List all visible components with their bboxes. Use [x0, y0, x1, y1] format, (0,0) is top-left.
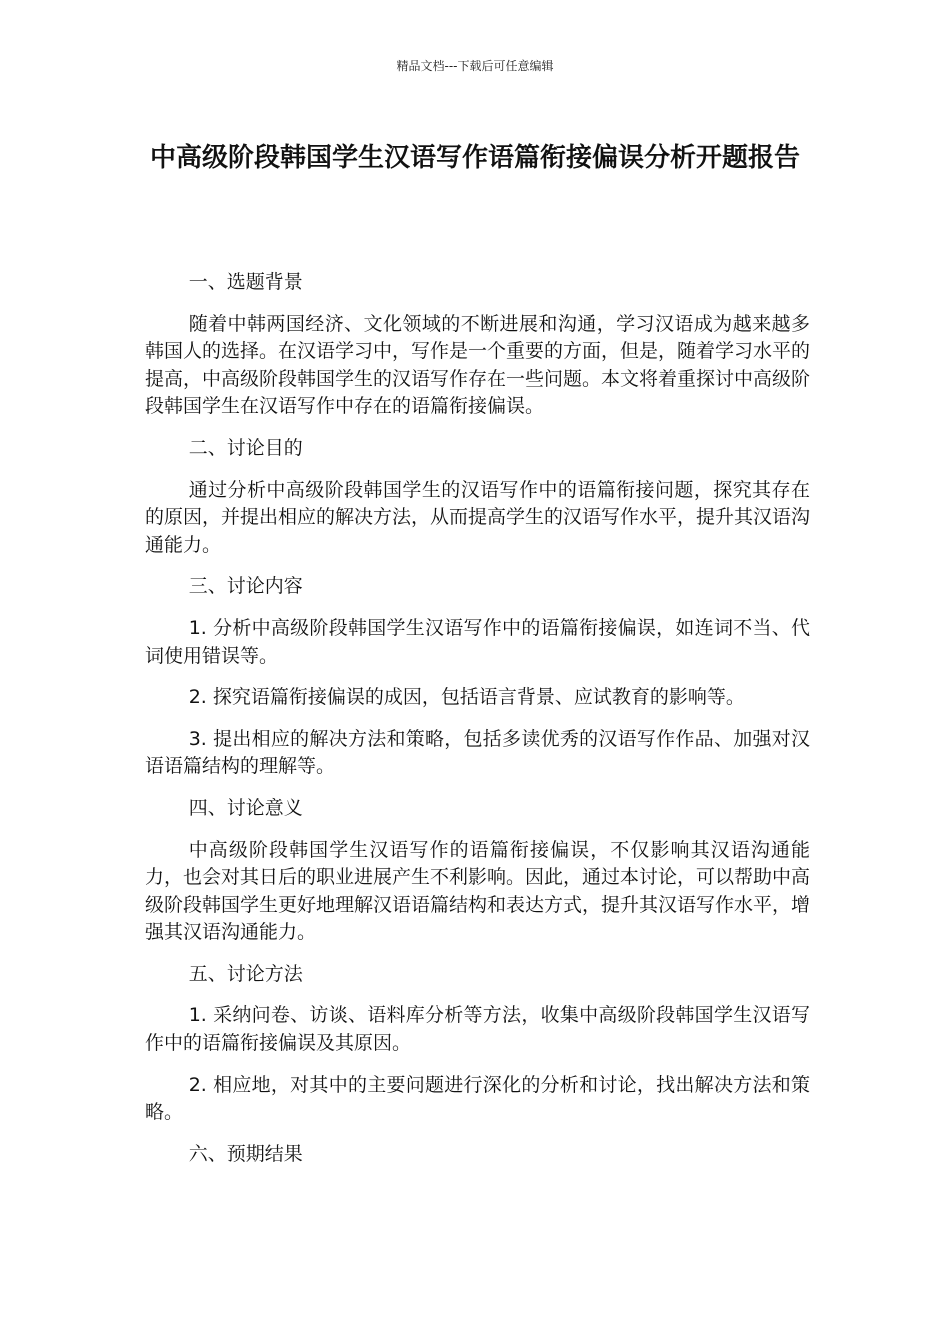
section-heading-background: 一、选题背景 — [188, 271, 303, 293]
section-paragraph: 随着中韩两国经济、文化领域的不断进展和沟通，学习汉语成为越来越多韩国人的选择。在汉语学习中，写作是一个重要的方面，但是，随着学习水平的提高，中高级阶段韩国学生的汉语写作存在一些问题。本文将着重探讨中高级阶段韩国学生在汉语写作中存在的语篇衔接偏误。 — [145, 312, 811, 418]
section-heading-expected-results: 六、预期结果 — [188, 1142, 303, 1165]
document-body — [145, 269, 810, 1182]
list-item: 3. 提出相应的解决方法和策略，包括多读优秀的汉语写作作品、加强对汉语语篇结构的理解等。 — [145, 727, 810, 778]
header-note: 精品文档---下载后可任意编辑 — [396, 59, 554, 73]
section-paragraph: 中高级阶段韩国学生汉语写作的语篇衔接偏误，不仅影响其汉语沟通能力，也会对其日后的职业进展产生不利影响。因此，通过本讨论，可以帮助中高级阶段韩国学生更好地理解汉语语篇结构和表达方式，提升其汉语写作水平，增强其汉语沟通能力。 — [145, 838, 811, 944]
list-item: 1. 采纳问卷、访谈、语料库分析等方法，收集中高级阶段韩国学生汉语写作中的语篇衔接偏误及其原因。 — [145, 1004, 810, 1055]
section-heading-content: 三、讨论内容 — [188, 575, 303, 598]
section-heading-purpose: 二、讨论目的 — [188, 436, 303, 459]
document-title: 中高级阶段韩国学生汉语写作语篇衔接偏误分析开题报告 — [149, 143, 800, 173]
list-item: 2. 相应地，对其中的主要问题进行深化的分析和讨论，找出解决方法和策略。 — [145, 1073, 810, 1124]
section-heading-significance: 四、讨论意义 — [188, 796, 303, 819]
section-heading-method: 五、讨论方法 — [188, 962, 303, 985]
section-paragraph: 通过分析中高级阶段韩国学生的汉语写作中的语篇衔接问题，探究其存在的原因，并提出相应的解决方法，从而提高学生的汉语写作水平，提升其汉语沟通能力。 — [145, 478, 811, 556]
list-item: 1. 分析中高级阶段韩国学生汉语写作中的语篇衔接偏误，如连词不当、代词使用错误等。 — [145, 616, 810, 667]
list-item: 2. 探究语篇衔接偏误的成因，包括语言背景、应试教育的影响等。 — [188, 686, 745, 709]
